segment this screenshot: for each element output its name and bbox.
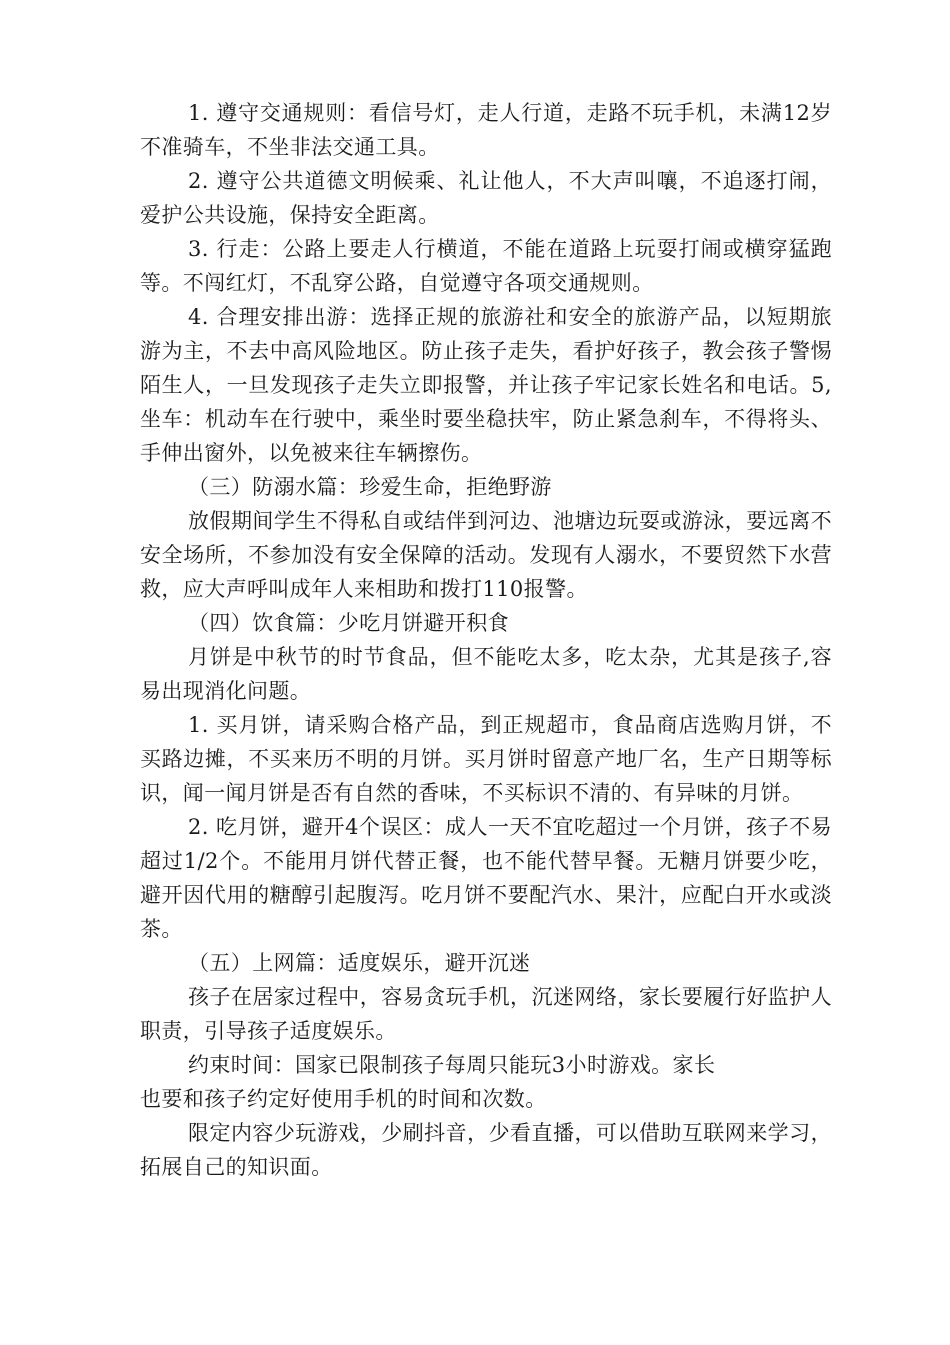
- document-body: [140, 96, 832, 1184]
- paragraph-buying-mooncakes: 1. 买月饼，请采购合格产品，到正规超市，食品商店选购月饼，不买路边摊，不买来历不明的月饼。买月饼时留意产地厂名，生产日期等标识，闻一闻月饼是否有自然的香味，不买标识不清的、有异味的月饼。: [140, 713, 832, 805]
- paragraph-public-morality: 2. 遵守公共道德文明候乘、礼让他人，不大声叫嚷，不追逐打闹，爱护公共设施，保持安全距离。: [140, 169, 832, 227]
- time-limits-line-2: 也要和孩子约定好使用手机的时间和次数。: [140, 1087, 547, 1111]
- paragraph-drowning: 放假期间学生不得私自或结伴到河边、池塘边玩耍或游泳，要远离不安全场所，不参加没有安全保障的活动。发现有人溺水，不要贸然下水营救，应大声呼叫成年人来相助和拨打110报警。: [140, 509, 832, 601]
- section-heading-drowning: （三）防溺水篇：珍爱生命，拒绝野游: [188, 475, 552, 499]
- paragraph-travel-planning: 4. 合理安排出游：选择正规的旅游社和安全的旅游产品，以短期旅游为主，不去中高风险地区。防止孩子走失，看护好孩子，教会孩子警惕陌生人，一旦发现孩子走失立即报警，并让孩子牢记家长姓名和电话。5,坐车：机动车在行驶中，乘坐时要坐稳扶牢，防止紧急刹车，不得将头、手伸出窗外，以免被来往车辆擦伤。: [140, 305, 832, 465]
- paragraph-eating-mooncakes: 2. 吃月饼，避开4个误区：成人一天不宜吃超过一个月饼，孩子不易超过1/2个。不能用月饼代替正餐，也不能代替早餐。无糖月饼要少吃，避开因代用的糖醇引起腹泻。吃月饼不要配汽水、果汁，应配白开水或淡茶。: [140, 815, 832, 941]
- paragraph-walking: 3. 行走：公路上要走人行横道，不能在道路上玩耍打闹或横穿猛跑等。不闯红灯，不乱穿公路，自觉遵守各项交通规则。: [140, 237, 832, 295]
- paragraph-internet: 孩子在居家过程中，容易贪玩手机，沉迷网络，家长要履行好监护人职责，引导孩子适度娱乐。: [140, 985, 832, 1043]
- paragraph-time-limits: [140, 1048, 832, 1116]
- paragraph-mooncake-intro: 月饼是中秋节的时节食品，但不能吃太多，吃太杂，尤其是孩子,容易出现消化问题。: [140, 645, 832, 703]
- section-heading-diet: （四）饮食篇：少吃月饼避开积食: [188, 611, 509, 635]
- paragraph-content-limits: 限定内容少玩游戏，少刷抖音，少看直播，可以借助互联网来学习，拓展自己的知识面。: [140, 1121, 832, 1179]
- time-limits-line-1: 约束时间：国家已限制孩子每周只能玩3小时游戏。家长: [188, 1053, 716, 1077]
- paragraph-traffic-rules: 1. 遵守交通规则：看信号灯，走人行道，走路不玩手机，未满12岁不准骑车，不坐非法交通工具。: [140, 101, 832, 159]
- section-heading-internet: （五）上网篇：适度娱乐，避开沉迷: [188, 951, 531, 975]
